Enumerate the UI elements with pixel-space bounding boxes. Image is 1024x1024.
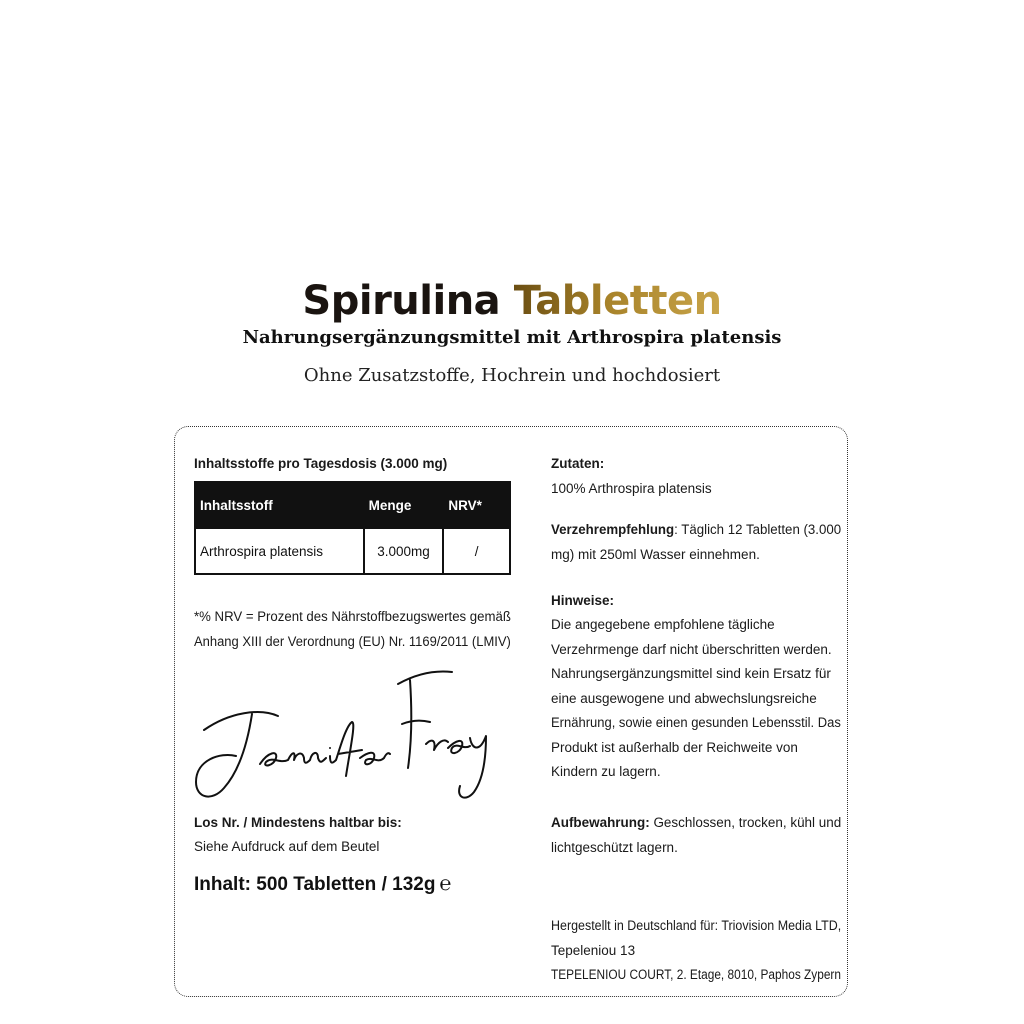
hinweise-line: Nahrungsergänzungsmittel sind kein Ersatz für [551, 666, 831, 681]
hinweise-title: Hinweise: [551, 593, 615, 608]
hinweise-line: Die angegebene empfohlene tägliche [551, 617, 775, 632]
nrv-footnote-line2: Anhang XIII der Verordnung (EU) Nr. 1169/2011 (LMIV) [194, 633, 511, 649]
product-title-part1: Spirulina [302, 278, 501, 324]
zutaten-text: 100% Arthrospira platensis [551, 481, 712, 496]
aufbewahrung-line1: Geschlossen, trocken, kühl und [649, 815, 842, 830]
product-subtitle: Nahrungsergänzungsmittel mit Arthrospira platensis [242, 327, 782, 348]
hinweise-line: Verzehrmenge darf nicht überschritten werden. [551, 641, 832, 657]
aufbewahrung-block [551, 811, 842, 860]
verzehr-line2: mg) mit 250ml Wasser einnehmen. [551, 546, 760, 562]
address-line: Tepeleniou 13 [551, 942, 636, 958]
aufbewahrung-line2: lichtgeschützt lagern. [551, 839, 678, 855]
address-line: Hergestellt in Deutschland für: Triovision Media LTD, [551, 918, 842, 933]
content-quantity-label: Inhalt: 500 Tabletten / 132g [194, 874, 436, 895]
column-header-nrv: NRV* [443, 482, 510, 528]
manufacturer-address [551, 914, 841, 988]
hinweise-line: Produkt ist außerhalb der Reichweite von [551, 739, 798, 755]
hinweise-line: Ernährung, sowie einen gesunden Lebensstil. Das [551, 715, 841, 730]
aufbewahrung-title: Aufbewahrung: [551, 815, 650, 830]
nrv-footnote [194, 605, 511, 654]
content-quantity [194, 871, 451, 896]
ingredients-heading: Inhaltsstoffe pro Tagesdosis (3.000 mg) [194, 456, 448, 471]
cell-ingredient: Arthrospira platensis [195, 528, 364, 574]
cell-amount: 3.000mg [364, 528, 444, 574]
ingredients-table [194, 481, 511, 575]
hinweise-text [551, 613, 841, 785]
address-line: TEPELENIOU COURT, 2. Etage, 8010, Paphos Zypern [551, 967, 841, 982]
handwritten-signature [190, 660, 500, 810]
product-tagline: Ohne Zusatzstoffe, Hochrein und hochdosiert [303, 365, 721, 386]
nrv-footnote-line1: *% NRV = Prozent des Nährstoffbezugswertes gemäß [194, 609, 511, 624]
hinweise-line: eine ausgewogene und abwechslungsreiche [551, 690, 817, 706]
batch-title: Los Nr. / Mindestens haltbar bis: [194, 815, 402, 830]
column-header-ingredient: Inhaltsstoff [195, 482, 364, 528]
zutaten-title: Zutaten: [551, 456, 605, 471]
column-header-amount: Menge [364, 482, 444, 528]
table-header-row [195, 482, 510, 528]
table-row [195, 528, 510, 574]
batch-text: Siehe Aufdruck auf dem Beutel [194, 839, 380, 854]
product-title [0, 278, 1024, 324]
verzehr-block [551, 518, 842, 567]
hinweise-line: Kindern zu lagern. [551, 764, 661, 779]
estimated-sign-icon: ℮ [439, 871, 452, 895]
verzehr-title: Verzehrempfehlung [551, 522, 675, 537]
verzehr-line1: : Täglich 12 Tabletten (3.000 [674, 522, 842, 537]
cell-nrv: / [443, 528, 510, 574]
product-title-part2: Tabletten [513, 278, 722, 324]
